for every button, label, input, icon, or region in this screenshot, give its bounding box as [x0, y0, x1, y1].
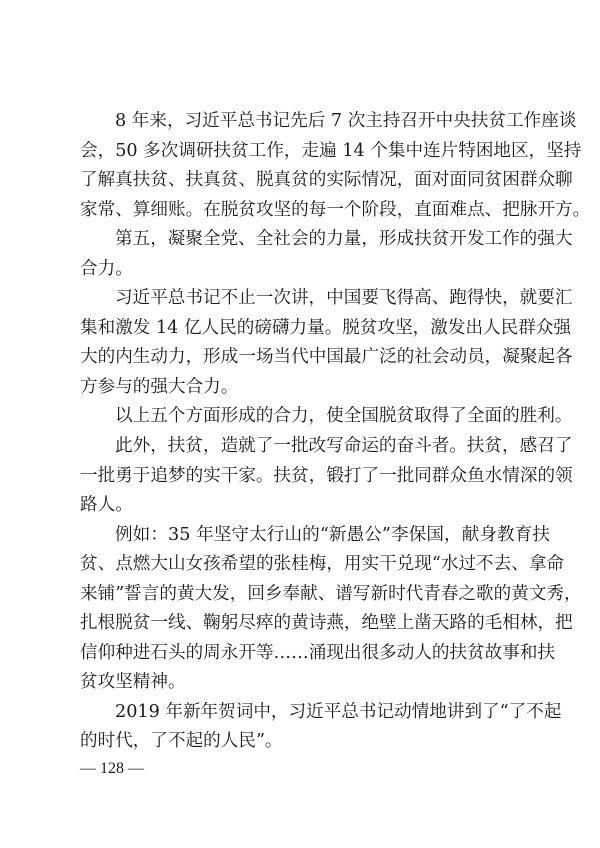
text-line: 的时代，了不起的人民”。: [80, 731, 283, 752]
text-line: 习近平总书记不止一次讲，中国要飞得高、跑得快，就要汇: [115, 288, 573, 309]
text-line: 例如：35 年坚守太行山的“新愚公”李保国，献身教育扶: [115, 524, 550, 545]
text-line: 一批勇于追梦的实干家。扶贫，锻打了一批同群众鱼水情深的领: [80, 465, 573, 486]
text-line: 2019 年新年贺词中，习近平总书记动情地讲到了“了不起: [115, 701, 562, 722]
body-text: [80, 107, 591, 757]
text-line: 合力。: [80, 258, 133, 279]
text-line: 贫攻坚精神。: [80, 672, 186, 693]
text-line: 方参与的强大合力。: [80, 376, 239, 397]
text-line: 路人。: [80, 495, 133, 516]
text-line: 8 年来，习近平总书记先后 7 次主持召开中央扶贫工作座谈: [115, 111, 577, 131]
text-line: 以上五个方面形成的合力，使全国脱贫取得了全面的胜利。: [115, 406, 573, 427]
text-line: 来铺”誓言的黄大发，回乡奉献、谱写新时代青春之歌的黄文秀，: [80, 583, 582, 604]
text-line: 会，50 多次调研扶贫工作，走遍 14 个集中连片特困地区，坚持: [80, 140, 582, 161]
text-line: 贫、点燃大山女孩希望的张桂梅，用实干兑现“水过不去、拿命: [80, 554, 565, 575]
text-line: 了解真扶贫、扶真贫、脱真贫的实际情况，面对面同贫困群众聊: [80, 170, 573, 191]
page-number: — 128 —: [80, 760, 144, 777]
text-line: 集和激发 14 亿人民的磅礴力量。脱贫攻坚，激发出人民群众强: [80, 317, 572, 338]
text-line: 信仰种进石头的周永开等……涌现出很多动人的扶贫故事和扶: [80, 642, 556, 663]
text-line: 第五，凝聚全党、全社会的力量，形成扶贫开发工作的强大: [115, 229, 573, 250]
text-line: 扎根脱贫一线、鞠躬尽瘁的黄诗燕，绝壁上凿天路的毛相林，把: [80, 613, 573, 634]
text-line: 大的内生动力，形成一场当代中国最广泛的社会动员，凝聚起各: [80, 347, 573, 368]
text-line: 此外，扶贫，造就了一批改写命运的奋斗者。扶贫，感召了: [115, 436, 573, 457]
text-line: 家常、算细账。在脱贫攻坚的每一个阶段，直面难点、把脉开方。: [80, 199, 591, 220]
